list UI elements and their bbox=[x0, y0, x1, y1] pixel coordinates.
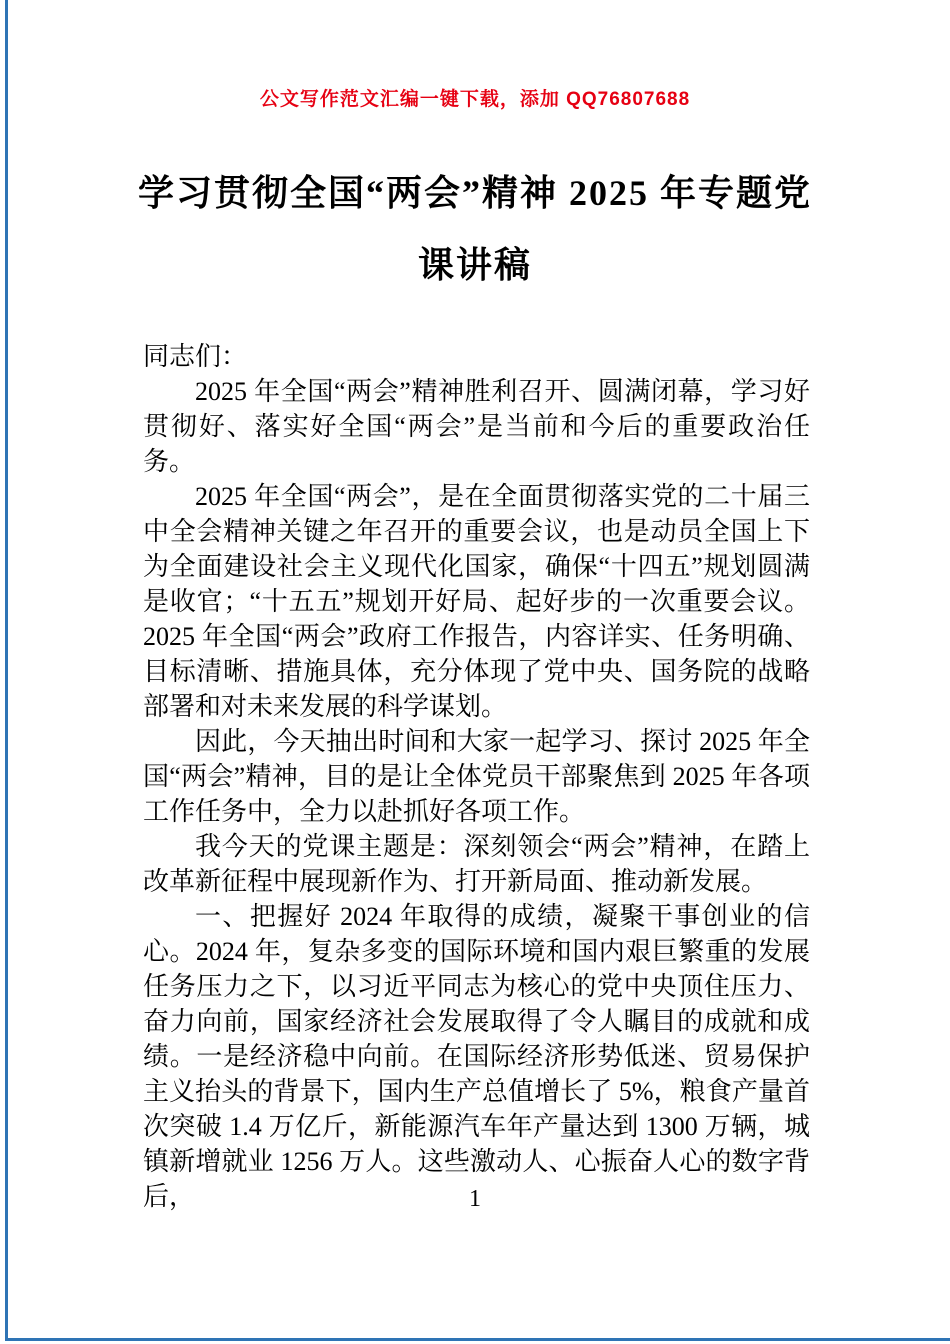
body-paragraph: 一、把握好 2024 年取得的成绩，凝聚干事创业的信心。2024 年，复杂多变的国际环境和国内艰巨繁重的发展任务压力之下，以习近平同志为核心的党中央顶住压力、奋力向前，国家经济社会发展取得了令人瞩目的成就和成绩。一是经济稳中向前。在国际经济形势低迷、贸易保护主义抬头的背景下，国内生产总值增长了 5%，粮食产量首次突破 1.4 万亿斤，新能源汽车年产量达到 1300 万辆，城镇新增就业 1256 万人。这些激动人、心振奋人心的数字背后， bbox=[143, 902, 810, 1211]
document-body bbox=[143, 339, 810, 1214]
body-paragraph: 2025 年全国“两会”精神胜利召开、圆满闭幕，学习好贯彻好、落实好全国“两会”是当前和今后的重要政治任务。 bbox=[143, 377, 810, 476]
body-paragraph: 我今天的党课主题是：深刻领会“两会”精神，在踏上改革新征程中展现新作为、打开新局面、推动新发展。 bbox=[143, 832, 810, 896]
body-paragraph: 2025 年全国“两会”，是在全面贯彻落实党的二十届三中全会精神关键之年召开的重要会议，也是动员全国上下为全面建设社会主义现代化国家，确保“十四五”规划圆满是收官；“十五五”规划开好局、起好步的一次重要会议。2025 年全国“两会”政府工作报告，内容详实、任务明确、目标清晰、措施具体，充分体现了党中央、国务院的战略部署和对未来发展的科学谋划。 bbox=[143, 482, 810, 721]
page-border-left bbox=[5, 0, 8, 1340]
document-title: 学习贯彻全国“两会”精神 2025 年专题党课讲稿 bbox=[137, 173, 812, 285]
header-advert-notice: 公文写作范文汇编一键下载，添加 QQ76807688 bbox=[259, 89, 691, 110]
body-paragraph: 因此，今天抽出时间和大家一起学习、探讨 2025 年全国“两会”精神，目的是让全体党员干部聚焦到 2025 年各项工作任务中，全力以赴抓好各项工作。 bbox=[143, 727, 810, 826]
page-number: 1 bbox=[469, 1186, 481, 1212]
salutation-paragraph: 同志们： bbox=[143, 342, 248, 371]
page-border-bottom bbox=[5, 1338, 950, 1341]
